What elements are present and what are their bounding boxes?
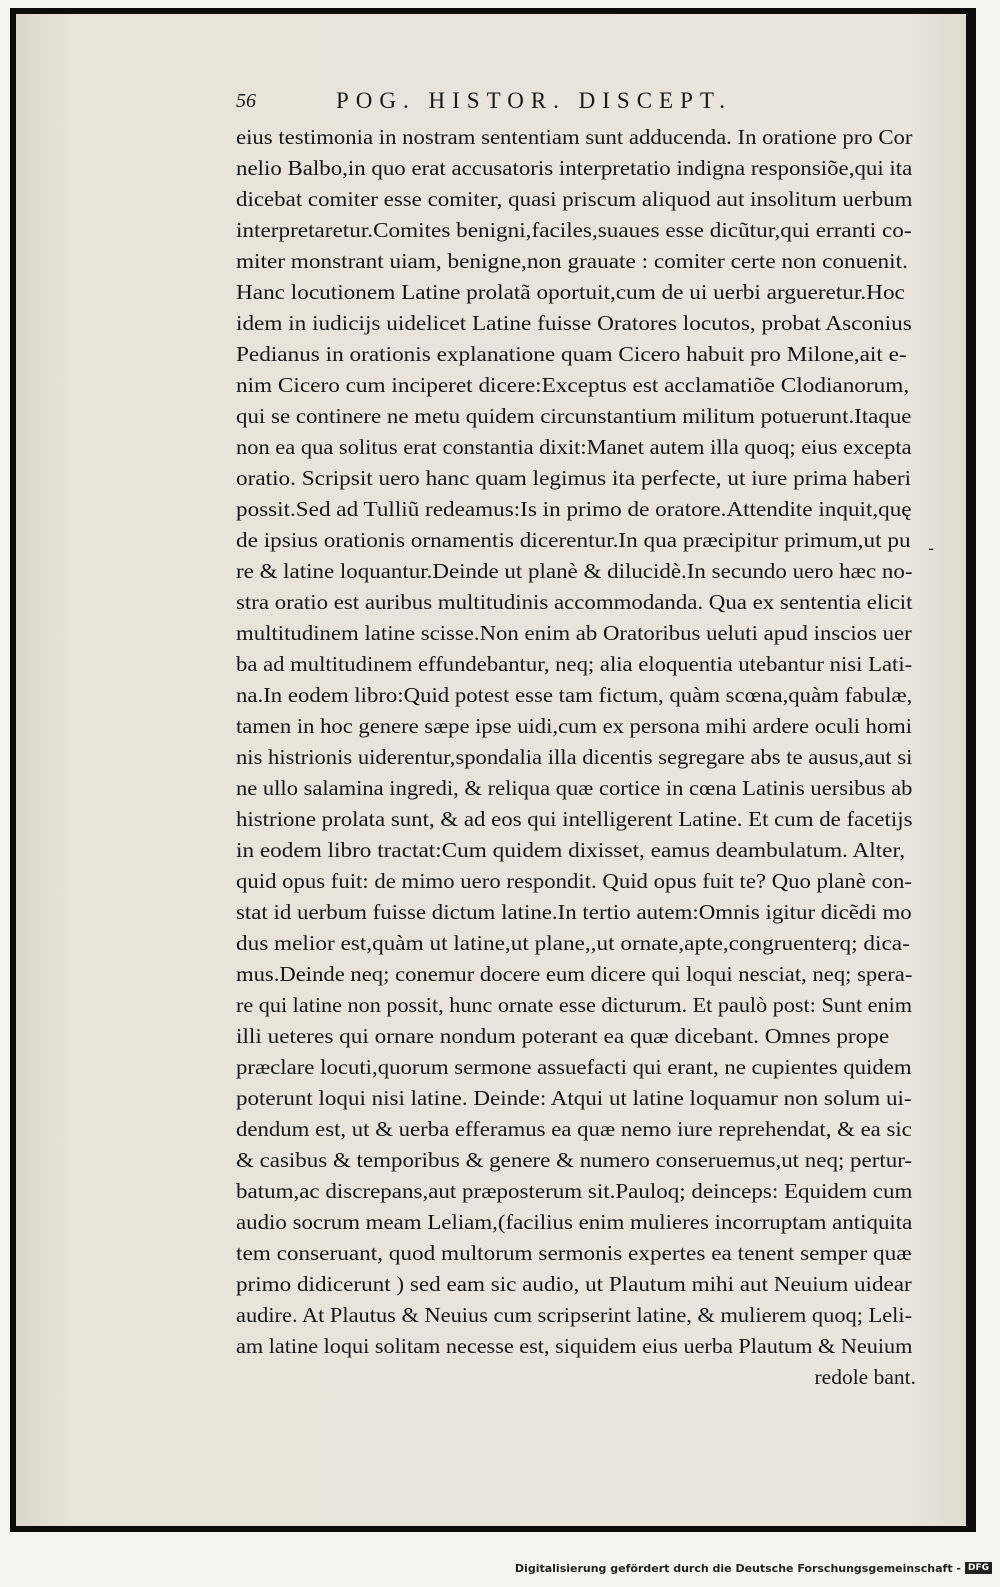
margin-mark: - (928, 538, 935, 559)
text-line: idem in iudicijs uidelicet Latine fuisse Oratores locutos, probat Asconius (236, 311, 912, 335)
text-line: am latine loqui solitam necesse est, siquidem eius uerba Plautum & Neuium (236, 1334, 913, 1358)
body-text (236, 122, 916, 1393)
text-line: illi ueteres qui ornare nondum poterant ea quæ dicebant. Omnes prope (236, 1024, 890, 1048)
text-line: nis histrionis uiderentur,spondalia illa dicentis segregare abs te ausus,aut si (236, 745, 913, 769)
text-line: ne ullo salamina ingredi, & reliqua quæ cortice in cœna Latinis uersibus ab (236, 776, 913, 800)
text-line: histrione prolata sunt, & ad eos qui intelligerent Latine. Et cum de facetijs (236, 807, 913, 831)
text-line: batum,ac discrepans,aut præposterum sit.Pauloq; deinceps: Equidem cum (236, 1179, 913, 1203)
text-line: tem conseruant, quod multorum sermonis expertes ea tenent semper quæ (236, 1241, 912, 1265)
text-line: Hanc locutionem Latine prolatã oportuit,cum de ui uerbi argueretur.Hoc (236, 280, 905, 304)
text-line: miter monstrant uiam, benigne,non grauate : comiter certe non conuenit. (236, 249, 908, 273)
running-title: POG. HISTOR. DISCEPT. (336, 88, 732, 113)
text-line: mus.Deinde neq; conemur docere eum dicere qui loqui nesciat, neq; spera- (236, 962, 913, 986)
text-line: de ipsius orationis ornamentis dicerentur.In qua præcipitur primum,ut pu (236, 528, 911, 552)
text-line: stra oratio est auribus multitudinis accommodanda. Qua ex sententia elicit (236, 590, 913, 614)
text-line: stat id uerbum fuisse dictum latine.In tertio autem:Omnis igitur dicẽdi mo (236, 900, 912, 924)
text-line: dicebat comiter esse comiter, quasi priscum aliquod aut insolitum uerbum (236, 187, 913, 211)
text-line: re qui latine non possit, hunc ornate esse dicturum. Et paulò post: Sunt enim (236, 993, 913, 1017)
text-line: dendum est, ut & uerba efferamus ea quæ nemo iure reprehendat, & ea sic (236, 1117, 912, 1141)
text-line: eius testimonia in nostram sententiam sunt adducenda. In oratione pro Cor (236, 125, 913, 149)
text-line: oratio. Scripsit uero hanc quam legimus ita perfecte, ut iure prima haberi (236, 466, 912, 490)
text-line: in eodem libro tractat:Cum quidem dixisset, eamus deambulatum. Alter, (236, 838, 906, 862)
text-line: possit.Sed ad Tulliũ redeamus:Is in primo de oratore.Attendite inquit,quę (236, 497, 912, 521)
text-line: tamen in hoc genere sæpe ipse uidi,cum ex persona mihi ardere oculi homi (236, 714, 913, 738)
text-line: non ea qua solitus erat constantia dixit:Manet autem illa quoq; eius excepta (236, 435, 912, 459)
text-line: nelio Balbo,in quo erat accusatoris interpretatio indigna responsiõe,qui ita (236, 156, 913, 180)
text-line: interpretaretur.Comites benigni,faciles,suaues esse dicũtur,qui erranti co- (236, 218, 912, 242)
text-line: audio socrum meam Leliam,(facilius enim mulieres incorruptam antiquita (236, 1210, 913, 1234)
catchword: redole bant. (814, 1365, 916, 1389)
text-line: re & latine loquantur.Deinde ut planè & dilucidè.In secundo uero hæc no- (236, 559, 913, 583)
text-line: quid opus fuit: de mimo uero respondit. Quid opus fuit te? Quo planè con- (236, 869, 912, 893)
text-line: multitudinem latine scisse.Non enim ab Oratoribus ueluti apud inscios uer (236, 621, 912, 645)
text-line: audire. At Plautus & Neuius cum scripserint latine, & mulierem quoq; Leli- (236, 1303, 913, 1327)
text-line: nim Cicero cum inciperet dicere:Exceptus est acclamatiõe Clodianorum, (236, 373, 910, 397)
text-line: & casibus & temporibus & genere & numero conseruemus,ut neq; pertur- (236, 1148, 913, 1172)
text-line: dus melior est,quàm ut latine,ut plane,,ut ornate,apte,congruenterq; dica- (236, 931, 910, 955)
text-line: primo didicerunt ) sed eam sic audio, ut Plautum mihi aut Neuium uidear (236, 1272, 912, 1296)
digitization-footer (0, 1554, 1000, 1582)
dfg-logo: DFG (965, 1562, 992, 1574)
text-line: qui se continere ne metu quidem circunstantium militum potuerunt.Itaque (236, 404, 912, 428)
text-line: poterunt loqui nisi latine. Deinde: Atqui ut latine loquamur non solum ui- (236, 1086, 912, 1110)
text-line: ba ad multitudinem effundebantur, neq; alia eloquentia utebantur nisi Lati- (236, 652, 913, 676)
text-line: na.In eodem libro:Quid potest esse tam fictum, quàm scœna,quàm fabulæ, (236, 683, 913, 707)
footer-credit: Digitalisierung gefördert durch die Deutsche Forschungsgemeinschaft - (514, 1561, 961, 1575)
page-number: 56 (236, 89, 256, 112)
text-line: Pedianus in orationis explanatione quam Cicero habuit pro Milone,ait e- (236, 342, 907, 366)
running-head (236, 86, 836, 116)
text-line: præclare locuti,quorum sermone assuefacti qui erant, ne cupientes quidem (236, 1055, 912, 1079)
